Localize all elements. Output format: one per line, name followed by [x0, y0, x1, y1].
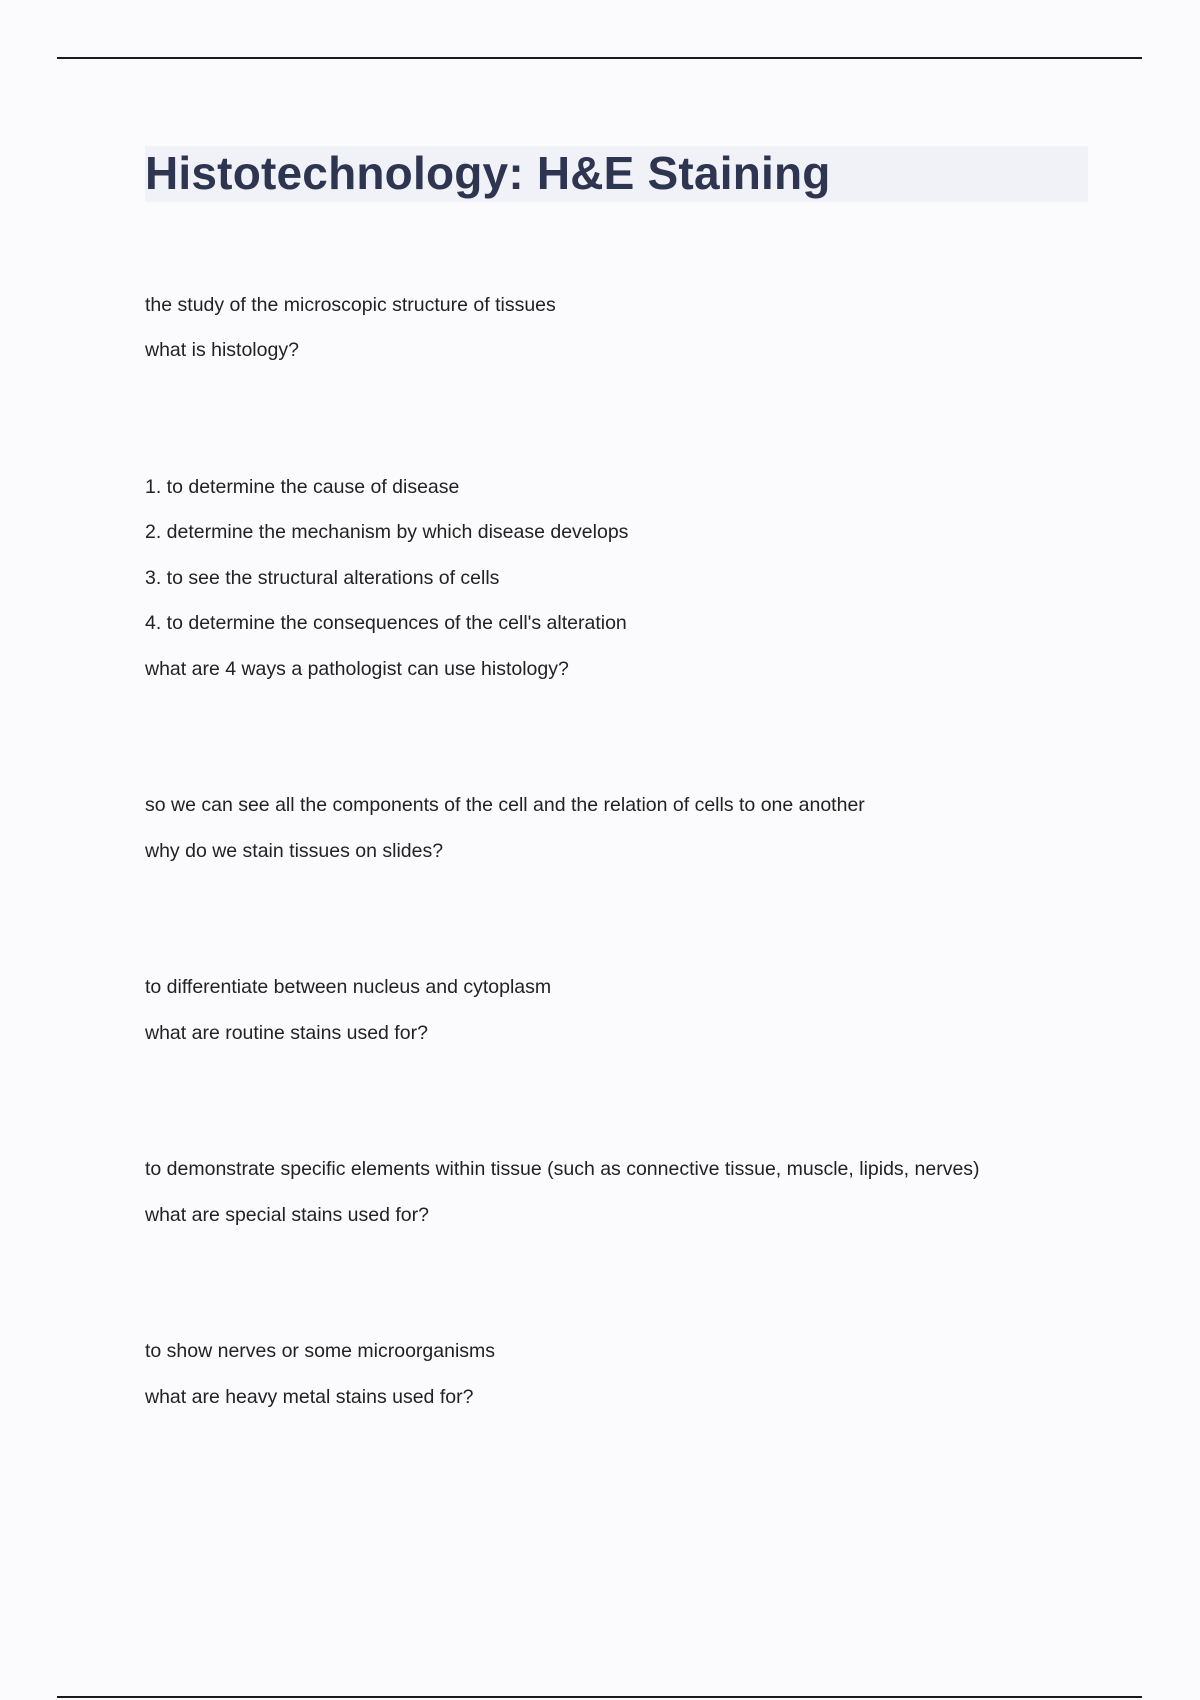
- page-title: Histotechnology: H&E Staining: [145, 147, 831, 199]
- answer-line: to demonstrate specific elements within tissue (such as connective tissue, muscle, lipids, nerves): [145, 1158, 980, 1180]
- answer-line: to show nerves or some microorganisms: [145, 1340, 496, 1362]
- answer-line: 2. determine the mechanism by which disease develops: [145, 521, 629, 543]
- answer-line: so we can see all the components of the cell and the relation of cells to one another: [145, 794, 865, 816]
- question-line: what are 4 ways a pathologist can use histology?: [145, 658, 569, 680]
- top-rule: [57, 57, 1142, 59]
- question-line: why do we stain tissues on slides?: [145, 840, 444, 862]
- question-line: what are heavy metal stains used for?: [145, 1386, 474, 1408]
- question-line: what are special stains used for?: [145, 1204, 429, 1226]
- answer-line: 1. to determine the cause of disease: [145, 476, 460, 498]
- question-line: what is histology?: [145, 339, 299, 361]
- bottom-rule: [57, 1696, 1142, 1698]
- answer-line: 3. to see the structural alterations of cells: [145, 567, 500, 589]
- answer-line: 4. to determine the consequences of the cell's alteration: [145, 612, 627, 634]
- question-line: what are routine stains used for?: [145, 1022, 428, 1044]
- answer-line: the study of the microscopic structure of tissues: [145, 294, 556, 316]
- answer-line: to differentiate between nucleus and cytoplasm: [145, 976, 552, 998]
